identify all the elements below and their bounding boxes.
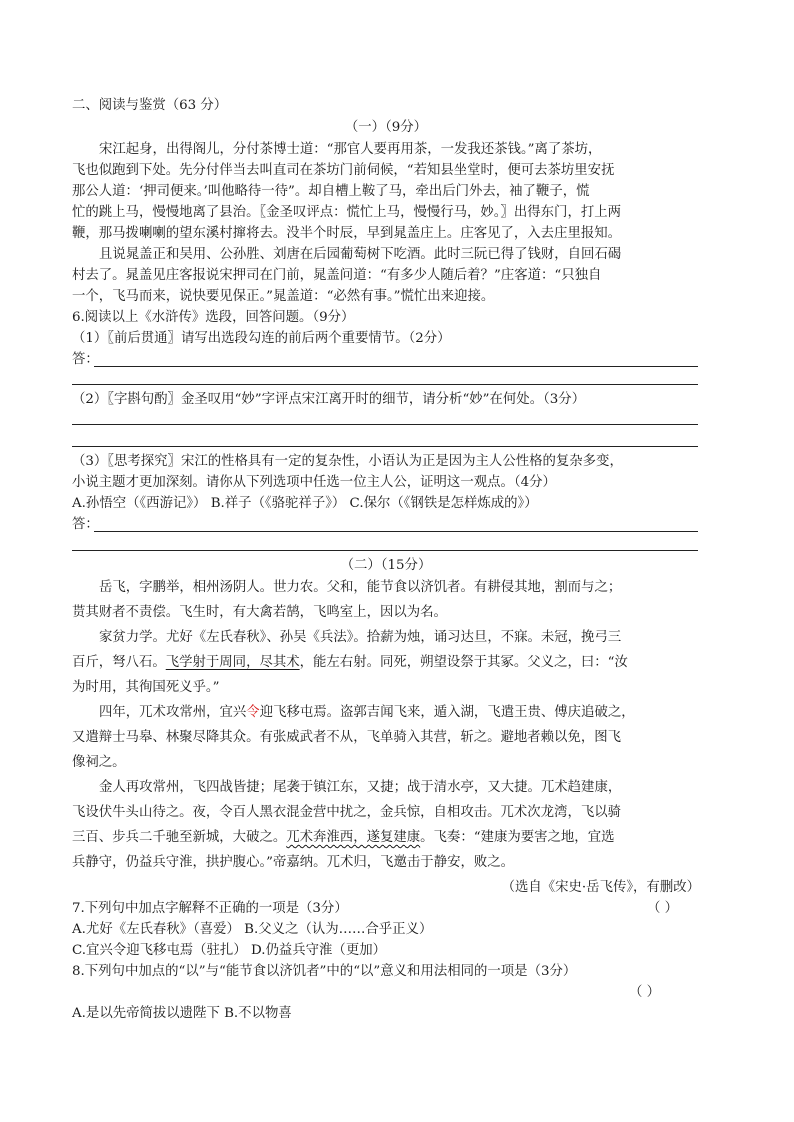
passage2-line: 金人再攻常州，飞四战皆捷；尾袭于镇江东，又捷；战于清水亭，又大捷。兀术趋建康， bbox=[99, 780, 622, 795]
text-segment: 百斤，弩八石。 bbox=[72, 655, 166, 670]
passage2-line: 飞设伏牛头山待之。夜，令百人黑衣混金营中扰之，金兵惊，自相攻击。兀术次龙湾，飞以骑 bbox=[72, 805, 622, 820]
passage2-line: 岳飞，字鹏举，相州汤阴人。世力农。父和，能节食以济饥者。有耕侵其地，割而与之； bbox=[99, 580, 622, 595]
text-segment: ，能左右射。同死，朔望设祭于其冢。父义之，曰：“汝 bbox=[299, 655, 628, 670]
question-7-options: A.尤好《左氏春秋》（喜爱） B.父义之（认为……合乎正义） bbox=[72, 922, 433, 937]
question-text: 7.下列句中加点字解释不正确的一项是（3分） bbox=[72, 901, 348, 916]
passage2-line: 为时用，其徇国死义乎。” bbox=[72, 680, 220, 695]
passage1-line: 且说晁盖正和吴用、公孙胜、刘唐在后园葡萄树下吃酒。此时三阮已得了钱财，自回石碣 bbox=[99, 247, 622, 262]
passage2-line bbox=[72, 653, 700, 673]
passage2-line: 家贫力学。尤好《左氏春秋》、孙吴《兵法》。拾薪为烛，诵习达旦，不寐。未冠，挽弓三 bbox=[99, 630, 622, 645]
answer-line[interactable] bbox=[94, 531, 698, 532]
answer-label: 答： bbox=[72, 517, 99, 532]
underlined-sentence: 飞学射于周同，尽其术 bbox=[165, 655, 300, 670]
question-6-options: A.孙悟空（《西游记》） B.祥子（《骆驼祥子》） C.保尔（《钢铁是怎样炼成的》） bbox=[72, 496, 538, 511]
part2-heading: （二）（15分） bbox=[340, 558, 432, 573]
highlighted-character: 令 bbox=[246, 705, 260, 720]
passage2-line: 又遣辩士马皋、林聚尽降其众。有张威武者不从，飞单骑入其营，斩之。避地者赖以免，图飞 bbox=[72, 730, 622, 745]
answer-line[interactable] bbox=[72, 446, 698, 447]
passage1-line: 一个，飞马而来，说快要见保正。”晁盖道：“必然有事。”慌忙出来迎接。 bbox=[72, 289, 495, 304]
question-6-sub2: （2）〖字斟句酌〗金圣叹用“妙”字评点宋江离开时的细节，请分析“妙”在何处。（3分） bbox=[72, 392, 586, 407]
question-7-options: C.宜兴令迎飞移屯焉（驻扎） D.仍益兵守淮（更加） bbox=[72, 943, 386, 958]
question-8-options: A.是以先帝简拔以遗陛下 B.不以物喜 bbox=[72, 1006, 292, 1021]
text-segment: 迎飞移屯焉。盗郭吉闻飞来，遁入湖，飞遣王贵、傅庆追破之， bbox=[259, 705, 635, 720]
answer-parentheses[interactable]: （ ） bbox=[646, 901, 678, 916]
passage2-line: 像祠之。 bbox=[72, 755, 126, 770]
passage2-line: 贳其财者不责偿。飞生时，有大禽若鹄，飞鸣室上，因以为名。 bbox=[72, 605, 447, 620]
passage2-line: 兵静守，仍益兵守淮，拱护腹心。”帝嘉纳。兀术归，飞邀击于静安，败之。 bbox=[72, 855, 515, 870]
part1-heading: （一）（9分） bbox=[344, 120, 428, 135]
passage1-line: 鞭，那马拨喇喇的望东溪村撺将去。没半个时辰，早到晁盖庄上。庄客见了，入去庄里报知。 bbox=[72, 226, 622, 241]
passage1-line: 村去了。晁盖见庄客报说宋押司在门前，晁盖问道：“有多少人随后着？”庄客道：“只独自 bbox=[72, 268, 602, 283]
question-6-stem: 6.阅读以上《水浒传》选段，回答问题。（9分） bbox=[72, 310, 355, 325]
text-segment: 。飞奏：“建康为要害之地，宜选 bbox=[420, 830, 615, 845]
section-heading: 二、阅读与鉴赏（63 分） bbox=[72, 98, 228, 113]
answer-label: 答： bbox=[72, 352, 99, 367]
passage1-line: 飞也似跑到下处。先分付伴当去叫直司在茶坊门前伺候，“若知县坐堂时，便可去茶坊里安抚 bbox=[72, 163, 615, 178]
source-citation: （选自《宋史·岳飞传》，有删改） bbox=[501, 880, 700, 895]
answer-line[interactable] bbox=[94, 366, 698, 367]
wavy-underlined-sentence: 兀术奔淮西，遂复建康 bbox=[286, 830, 421, 845]
passage1-line: 忙的跳上马，慢慢地离了县治。〖金圣叹评点：慌忙上马，慢慢行马，妙。〗出得东门，打上两 bbox=[72, 205, 622, 220]
passage1-line: 那公人道：‘押司便来。’叫他略待一待”。却自槽上鞍了马，牵出后门外去，袖了鞭子，慌 bbox=[72, 184, 590, 199]
text-segment: 四年，兀术攻常州，宜兴 bbox=[99, 705, 247, 720]
text-segment: 三百、步兵二千驰至新城，大破之。 bbox=[72, 830, 287, 845]
question-6-sub3: （3）〖思考探究〗宋江的性格具有一定的复杂性，小语认为正是因为主人公性格的复杂多变， bbox=[72, 454, 623, 469]
answer-line[interactable] bbox=[72, 384, 698, 385]
question-8-stem: 8.下列句中加点的“以”与“能节食以济饥者”中的“以”意义和用法相同的一项是（3分） bbox=[72, 964, 577, 979]
question-6-sub3: 小说主题才更加深刻。请你从下列选项中任选一位主人公，证明这一观点。（4分） bbox=[72, 475, 556, 490]
passage1-line: 宋江起身，出得阁儿，分付茶博士道：“那官人要再用茶，一发我还茶钱。”离了茶坊， bbox=[99, 142, 602, 157]
question-6-sub1: （1）〖前后贯通〗请写出选段勾连的前后两个重要情节。（2分） bbox=[72, 331, 451, 346]
answer-line[interactable] bbox=[72, 550, 698, 551]
answer-line[interactable] bbox=[72, 424, 698, 425]
passage2-line bbox=[72, 703, 700, 723]
answer-parentheses[interactable]: （ ） bbox=[628, 985, 660, 1000]
passage2-line bbox=[72, 828, 700, 848]
